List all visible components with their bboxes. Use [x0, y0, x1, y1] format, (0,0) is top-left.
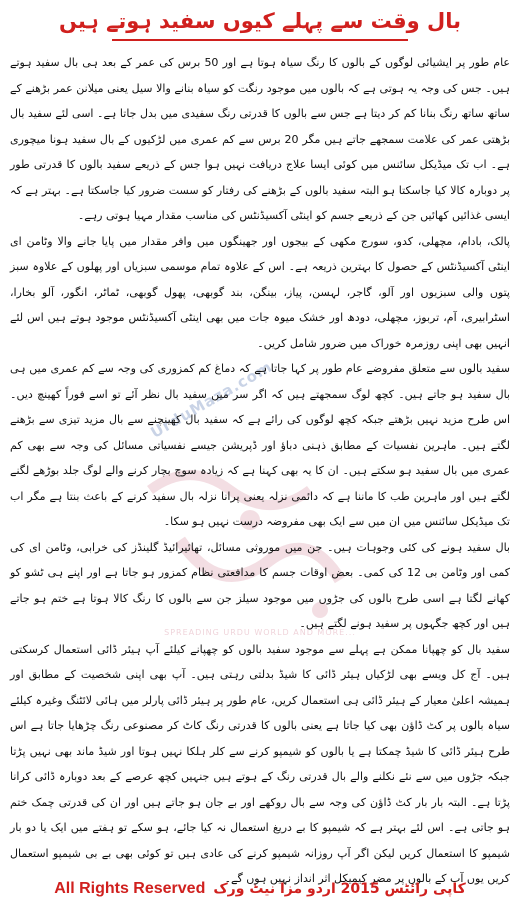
article-body	[10, 50, 510, 892]
copyright-footer	[0, 876, 520, 902]
article-title: بال وقت سے پہلے کیوں سفید ہوتے ہیں	[58, 9, 461, 33]
paragraph-intro: عام طور پر ایشیائی لوگوں کے بالوں کا رنگ سیاہ ہوتا ہے اور 50 برس کی عمر کے بعد ہی بال سفید ہوتے ہیں۔ جس کی وجہ یہ ہوتی ہے کہ بالوں میں موجود رنگت کو سیاہ بنانے والا سیل یعنی میلانن عمر بڑھنے کے ساتھ ساتھ رنگ بنانا کم کر دیتا ہے جس سے بالوں کا قدرتی رنگ سفیدی میں بدل جاتا ہے۔ اسی لئے سفید بال بڑھتی عمر کی علامت سمجھے جاتے ہیں مگر 20 برس سے کم عمری میں لڑکیوں کے بال سفید ہونا میچوری ہے۔ اب تک میڈیکل سائنس میں کوئی ایسا علاج دریافت نہیں ہوا جس کے ذریعے سفید بالوں کا قدرتی طور پر دوبارہ کالا کیا جاسکتا ہو البتہ سفید بالوں کے بڑھنے کی رفتار کو سست ضرور کیا جاسکتا ہے۔ بہتر ہے کہ ایسی غذائیں کھائیں جن کے ذریعے جسم کو اینٹی آکسیڈنٹس کی مناسب مقدار مہیا ہوتی رہے۔	[10, 56, 510, 222]
paragraph-foods: پالک، بادام، مچھلی، کدو، سورج مکھی کے بیجوں اور جھینگوں میں وافر مقدار میں پایا جانے والا وٹامن ای اینٹی آکسیڈنٹس کے حصول کا بہترین ذریعہ ہے۔ اس کے علاوہ تمام موسمی سبزیاں اور پھلوں کے علاوہ سبز پتوں والی سبزیوں اور آلو، گاجر، لہسن، پیاز، بینگن، بند گوبھی، پھول گوبھی، ٹماٹر، انگور، آلو بخارا، اسٹرابیری، آم، تربوز، مچھلی، دودھ اور خشک میوہ جات میں بھی اینٹی آکسیڈنٹس موجود ہوتے ہیں اس لئے انہیں بھی اپنی روزمرہ خوراک میں ضرور شامل کریں۔	[10, 234, 510, 350]
paragraph-causes: بال سفید ہونے کی کئی وجوہات ہیں۔ جن میں موروثی مسائل، تھائیرائیڈ گلینڈز کی خرابی، وٹامن ای کی کمی اور وٹامن بی 12 کی کمی۔ بعض اوقات جسم کا مدافعتی نظام کمزور ہو جاتا ہے اور اپنے ہی ٹشو کو کھانے لگتا ہے اسی طرح بالوں کی جڑوں میں موجود سیلز جن سے بالوں کا رنگ کالا ہوتا ہے ختم ہو جاتے ہیں اور کچھ جگہوں پر سفید ہونے لگتے ہیں۔	[10, 540, 510, 630]
paragraph-hiding: سفید بال کو چھپانا ممکن ہے پہلے سے موجود سفید بالوں کو چھپانے کیلئے آپ ہیئر ڈائی استعمال کرسکتی ہیں۔ آج کل ویسے بھی لڑکیاں ہیئر ڈائی کا شیڈ بدلتی رہتی ہیں۔ آپ بھی اپنی شخصیت کے مطابق اور ہمیشہ اعلیٰ معیار کے ہیئر ڈائی ہی استعمال کریں، عام طور پر ہیئر ڈائی پارلر میں ہائی لائٹنگ وغیرہ کیلئے سیاہ بالوں پر کٹ ڈاؤن بھی کیا جاتا ہے یعنی بالوں کا قدرتی رنگ کاٹ کر مصنوعی رنگ چڑھایا جاتا ہے اس طرح ہیئر ڈائی کا شیڈ چمکتا ہے یا بالوں کو شیمپو کرنے سے کلر ہلکا نہیں ہوتا اور شیڈ ماند بھی نہیں پڑتا جبکہ جڑوں میں سے نئے نکلنے والے بال قدرتی رنگ کے ہوتے ہیں جنہیں کچھ عرصے کے بعد دوبارہ ڈائی کرانا پڑتا ہے۔ البتہ بار بار کٹ ڈاؤن کی وجہ سے بال روکھے اور بے جان ہو جاتے ہیں اور ان کی قدرتی چمک ختم ہو جاتی ہے۔ اس لئے بہتر ہے کہ شیمپو کا بے دریغ استعمال نہ کیا جائے، ہو سکے تو ہفتے میں ایک یا دو بار شیمپو کا استعمال کریں لیکن اگر آپ روزانہ شیمپو کرنے کی عادی ہیں تو کوئی بھی بے بی شیمپو استعمال کریں یوں آپ کے بالوں پر مضر کیمیکل اثر انداز نہیں ہوں گے۔	[10, 642, 510, 885]
watermark-tagline: SPREADING URDU WORLD AND MORE...	[164, 628, 356, 637]
rights-reserved-text: All Rights Reserved	[54, 880, 206, 897]
copyright-urdu-text: کاپی رائٹس 2015 اردو مزا نیٹ ورک	[213, 881, 466, 897]
paragraph-myths: سفید بالوں سے متعلق مفروضے عام طور پر کہا جاتا ہے کہ دماغ کم کمزوری کی وجہ سے کم عمری میں ہی بال سفید ہو جاتے ہیں۔ کچھ لوگ سمجھتے ہیں کہ اگر سر میں سفید بال نظر آئے تو اسے فوراً کھینچ دیں۔ اس طرح مزید نہیں بڑھتے جبکہ کچھ لوگوں کی رائے ہے کہ سفید بال کھینچنے سے بال مزید تیزی سے بڑھنے لگتے ہیں۔ ماہرین نفسیات کے مطابق ذہنی دباؤ اور ڈپریشن جیسے نفسیاتی مسائل کی وجہ سے بھی کم عمری میں بال سفید ہو سکتے ہیں۔ ان کا یہ بھی کہنا ہے کہ زیادہ سوچ بچار کرنے والے لوگ جلد بوڑھے لگنے لگتے ہیں اور ماہرین طب کا ماننا ہے کہ دائمی نزلہ یعنی پرانا نزلہ بال سفید کرنے کے باعث بنتا ہے مگر اب تک میڈیکل سائنس میں ان میں سے ایک بھی مفروضہ درست نہیں ہو سکا۔	[10, 362, 510, 528]
title-underline	[112, 39, 408, 41]
watermark-url: UrduMaza.com	[147, 357, 276, 442]
